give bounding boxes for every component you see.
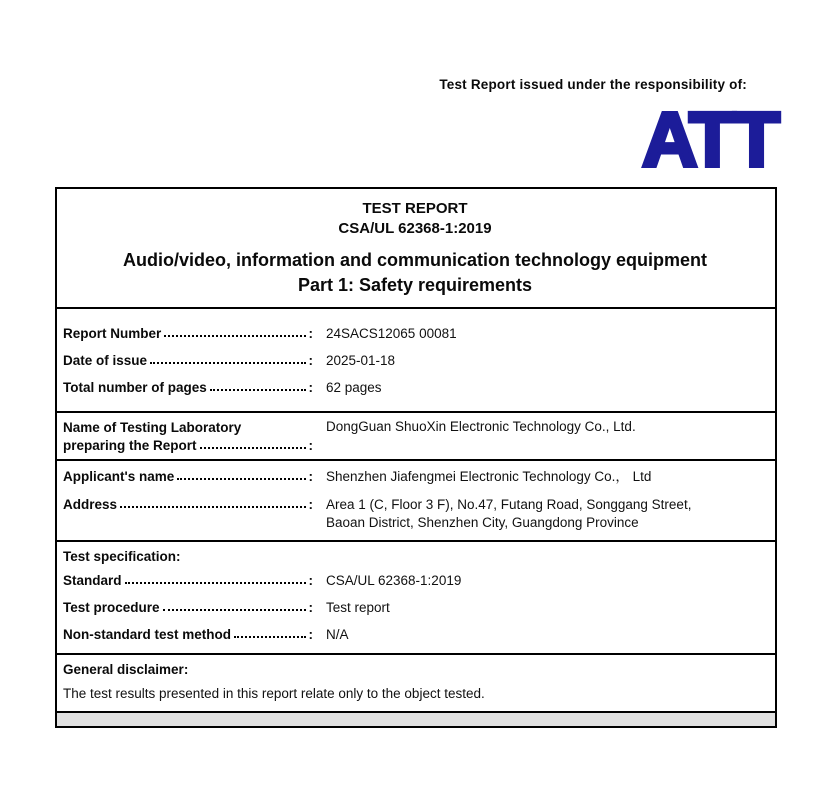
date-of-issue-label: Date of issue — [63, 353, 148, 368]
report-number-value: 24SACS12065 00081 — [326, 326, 457, 341]
testing-lab-label-line1: Name of Testing Laboratory — [63, 420, 242, 435]
att-logo: ATT — [642, 97, 777, 183]
colon: : — [308, 469, 313, 484]
testing-lab-label-line2: preparing the Report — [63, 438, 197, 453]
disclaimer-section — [57, 653, 775, 711]
date-of-issue-row — [63, 352, 767, 370]
testing-lab-label-line2-wrap — [63, 437, 313, 455]
testing-lab-label-cell — [63, 418, 313, 455]
date-of-issue-value: 2025-01-18 — [326, 353, 396, 368]
applicant-name-label-cell — [63, 468, 313, 486]
empty-gray-row — [57, 711, 775, 726]
report-title: TEST REPORT — [362, 200, 468, 217]
report-table — [55, 187, 777, 728]
non-standard-method-value: N/A — [326, 627, 349, 642]
test-procedure-label-cell — [63, 599, 313, 617]
responsibility-line: Test Report issued under the responsibility of: — [439, 77, 747, 92]
colon: : — [308, 573, 313, 588]
standard-label: Standard — [63, 573, 122, 588]
colon: : — [308, 353, 313, 368]
non-standard-method-row — [63, 626, 767, 644]
testing-lab-value: DongGuan ShuoXin Electronic Technology Co., Ltd. — [326, 419, 636, 434]
test-procedure-label: Test procedure — [63, 600, 160, 615]
dot-leader — [120, 496, 305, 508]
date-of-issue-label-cell — [63, 352, 313, 370]
applicant-name-value: Shenzhen Jiafengmei Electronic Technology Co.， Ltd — [326, 469, 652, 484]
equipment-title: Audio/video, information and communication technology equipment — [122, 250, 707, 270]
testing-lab-section — [57, 411, 775, 459]
title-section — [57, 189, 775, 307]
address-label-cell — [63, 496, 313, 514]
dot-leader — [150, 352, 305, 364]
total-pages-label-cell — [63, 379, 313, 397]
test-procedure-value: Test report — [326, 600, 390, 615]
applicant-name-label: Applicant's name — [63, 469, 175, 484]
total-pages-value: 62 pages — [326, 380, 382, 395]
colon: : — [308, 600, 313, 615]
test-specification-section — [57, 540, 775, 653]
colon: : — [308, 326, 313, 341]
testing-lab-row — [63, 418, 767, 455]
address-row — [63, 496, 767, 532]
address-line2: Baoan District, Shenzhen City, Guangdong Province — [326, 515, 639, 530]
colon: : — [308, 497, 313, 512]
total-pages-row — [63, 379, 767, 397]
dot-leader — [200, 437, 306, 449]
standard-label-cell — [63, 572, 313, 590]
non-standard-method-label: Non-standard test method — [63, 627, 232, 642]
standard-value: CSA/UL 62368-1:2019 — [326, 573, 462, 588]
logo-container — [55, 97, 777, 183]
colon: : — [308, 438, 313, 453]
address-label: Address — [63, 497, 118, 512]
applicant-name-row — [63, 468, 767, 486]
standard-code-title: CSA/UL 62368-1:2019 — [338, 220, 492, 237]
part-title: Part 1: Safety requirements — [297, 275, 533, 295]
test-procedure-row — [63, 599, 767, 617]
address-line1: Area 1 (C, Floor 3 F), No.47, Futang Road, Songgang Street, — [326, 497, 692, 512]
dot-leader — [163, 599, 306, 611]
report-info-section — [57, 307, 775, 411]
colon: : — [308, 627, 313, 642]
dot-leader — [177, 468, 305, 480]
disclaimer-header: General disclaimer: — [63, 662, 189, 677]
dot-leader — [210, 379, 306, 391]
colon: : — [308, 380, 313, 395]
address-value — [326, 496, 767, 532]
dot-leader — [234, 626, 305, 638]
total-pages-label: Total number of pages — [63, 380, 207, 395]
standard-row — [63, 572, 767, 590]
dot-leader — [164, 325, 305, 337]
report-number-label-cell — [63, 325, 313, 343]
report-number-row — [63, 325, 767, 343]
non-standard-method-label-cell — [63, 626, 313, 644]
report-number-label: Report Number — [63, 326, 162, 341]
applicant-section — [57, 459, 775, 540]
disclaimer-text: The test results presented in this report relate only to the object tested. — [63, 686, 485, 701]
dot-leader — [125, 572, 306, 584]
title-spacer — [63, 239, 767, 248]
test-specification-header: Test specification: — [63, 549, 181, 564]
